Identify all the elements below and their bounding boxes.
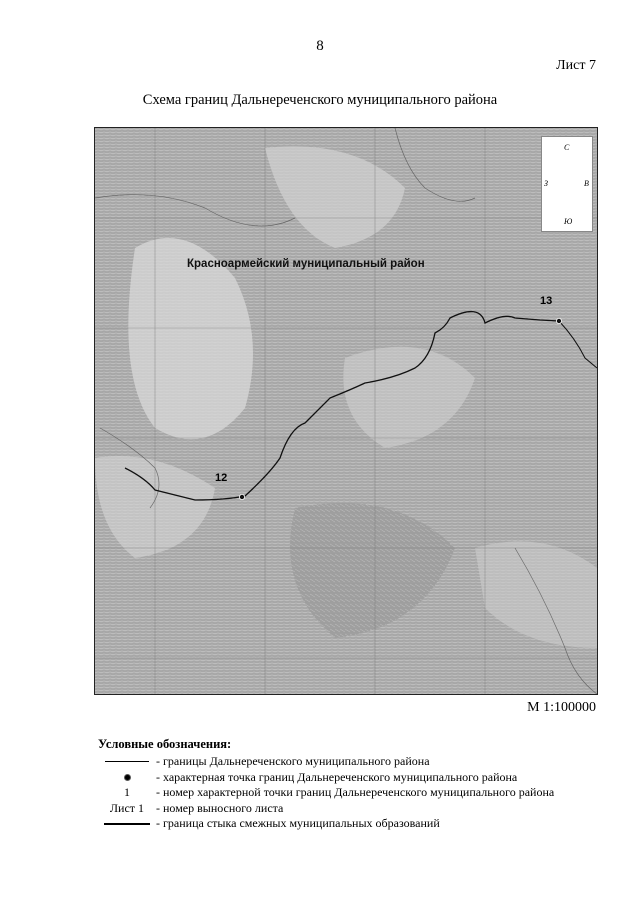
map-title: Схема границ Дальнереченского муниципального района [142,92,498,108]
legend-point-symbol [98,774,156,781]
legend-junction-symbol [98,823,156,825]
topographic-map [94,127,598,695]
legend-title: Условные обозначения: [98,737,232,751]
compass-west: З [544,179,548,188]
legend [98,737,618,832]
compass-south: Ю [564,217,573,226]
legend-boundary-symbol [98,761,156,762]
legend-item [98,770,618,786]
map-graphics [95,128,597,694]
legend-item-text: - характерная точка границ Дальнереченского муниципального района [156,769,518,784]
legend-item-text: - номер выносного листа [156,800,284,815]
boundary-point-12 [239,494,244,499]
legend-item [98,754,618,770]
region-label: Красноармейский муниципальный район [187,258,425,270]
legend-item-text: - номер характерной точки границ Дальнереченского муниципального района [156,785,555,800]
legend-item [98,801,618,817]
compass-east: В [584,179,589,188]
legend-item [98,785,618,801]
legend-item [98,816,618,832]
sheet-label: Лист 7 [556,58,596,73]
compass-north: С [564,143,570,152]
point-label-12: 12 [215,472,228,484]
legend-number-symbol: 1 [124,785,130,800]
point-label-13: 13 [540,295,553,307]
legend-item-text: - граница стыка смежных муниципальных образований [156,816,440,831]
page-number: 8 [316,38,324,54]
legend-sheet-symbol: Лист 1 [109,800,145,815]
legend-item-text: - границы Дальнереченского муниципального района [156,754,430,769]
scale-label: М 1:100000 [527,700,596,715]
compass-rose [541,136,593,232]
